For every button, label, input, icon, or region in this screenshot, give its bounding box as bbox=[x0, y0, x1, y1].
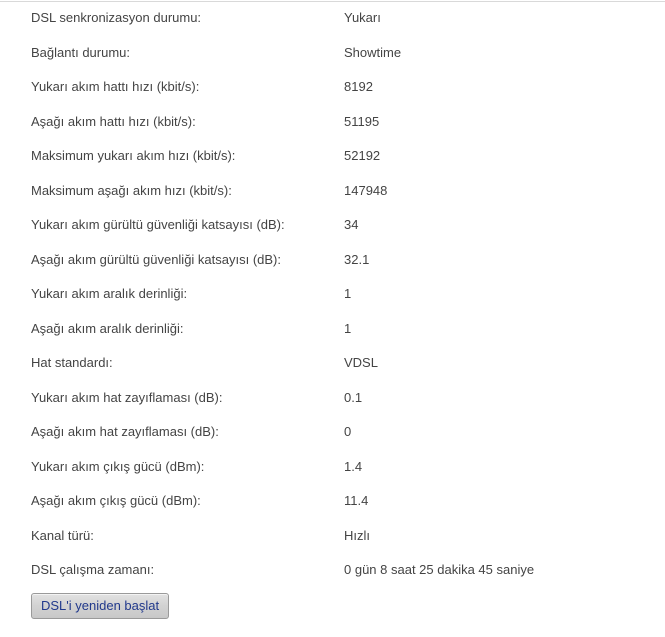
row-label: Yukarı akım aralık derinliği: bbox=[31, 286, 188, 302]
row-value: 8192 bbox=[344, 79, 373, 95]
table-row bbox=[0, 70, 665, 105]
row-value: Hızlı bbox=[344, 527, 370, 543]
row-label: Bağlantı durumu: bbox=[31, 44, 131, 60]
top-divider bbox=[0, 1, 665, 2]
row-value: 0 bbox=[344, 424, 352, 440]
row-value: Yukarı bbox=[344, 10, 381, 26]
table-row bbox=[0, 139, 665, 174]
row-value: 11.4 bbox=[344, 493, 369, 509]
row-label: Aşağı akım hat zayıflaması (dB): bbox=[31, 424, 219, 440]
row-label: Yukarı akım gürültü güvenliği katsayısı (dB): bbox=[31, 217, 285, 233]
table-row bbox=[0, 243, 665, 278]
table-row bbox=[0, 277, 665, 312]
table-row bbox=[0, 519, 665, 554]
dsl-status-page bbox=[0, 1, 665, 637]
table-row bbox=[0, 484, 665, 519]
row-label: Hat standardı: bbox=[31, 355, 113, 371]
table-row bbox=[0, 415, 665, 450]
row-label: Aşağı akım hattı hızı (kbit/s): bbox=[31, 113, 196, 129]
row-value: 51195 bbox=[344, 113, 380, 129]
row-label: Aşağı akım gürültü güvenliği katsayısı (dB): bbox=[31, 251, 282, 267]
table-row bbox=[0, 381, 665, 416]
dsl-status-table bbox=[0, 1, 665, 588]
row-value: 1 bbox=[344, 320, 352, 336]
row-label: Kanal türü: bbox=[31, 527, 94, 543]
row-value: 0.1 bbox=[344, 389, 363, 405]
action-bar bbox=[31, 593, 169, 619]
row-label: DSL çalışma zamanı: bbox=[31, 562, 155, 578]
row-label: Yukarı akım çıkış gücü (dBm): bbox=[31, 458, 205, 474]
row-label: Yukarı akım hat zayıflaması (dB): bbox=[31, 389, 223, 405]
row-value: 0 gün 8 saat 25 dakika 45 saniye bbox=[344, 562, 535, 578]
table-row bbox=[0, 36, 665, 71]
row-value: 1.4 bbox=[344, 458, 363, 474]
row-label: Yukarı akım hattı hızı (kbit/s): bbox=[31, 79, 200, 95]
table-row bbox=[0, 553, 665, 588]
row-value: 147948 bbox=[344, 182, 388, 198]
table-row bbox=[0, 1, 665, 36]
row-value: 52192 bbox=[344, 148, 381, 164]
row-label: Aşağı akım aralık derinliği: bbox=[31, 320, 184, 336]
table-row bbox=[0, 346, 665, 381]
table-row bbox=[0, 174, 665, 209]
row-label: DSL senkronizasyon durumu: bbox=[31, 10, 202, 26]
table-row bbox=[0, 312, 665, 347]
row-label: Maksimum aşağı akım hızı (kbit/s): bbox=[31, 182, 232, 198]
row-value: VDSL bbox=[344, 355, 378, 371]
row-label: Maksimum yukarı akım hızı (kbit/s): bbox=[31, 148, 236, 164]
table-row bbox=[0, 208, 665, 243]
row-label: Aşağı akım çıkış gücü (dBm): bbox=[31, 493, 201, 509]
row-value: 34 bbox=[344, 217, 359, 233]
table-row bbox=[0, 450, 665, 485]
row-value: Showtime bbox=[344, 44, 402, 60]
row-value: 1 bbox=[344, 286, 352, 302]
dsl-status-table-body bbox=[0, 1, 665, 588]
table-row bbox=[0, 105, 665, 140]
row-value: 32.1 bbox=[344, 251, 370, 267]
restart-dsl-button[interactable]: DSL'i yeniden başlat bbox=[31, 593, 169, 619]
